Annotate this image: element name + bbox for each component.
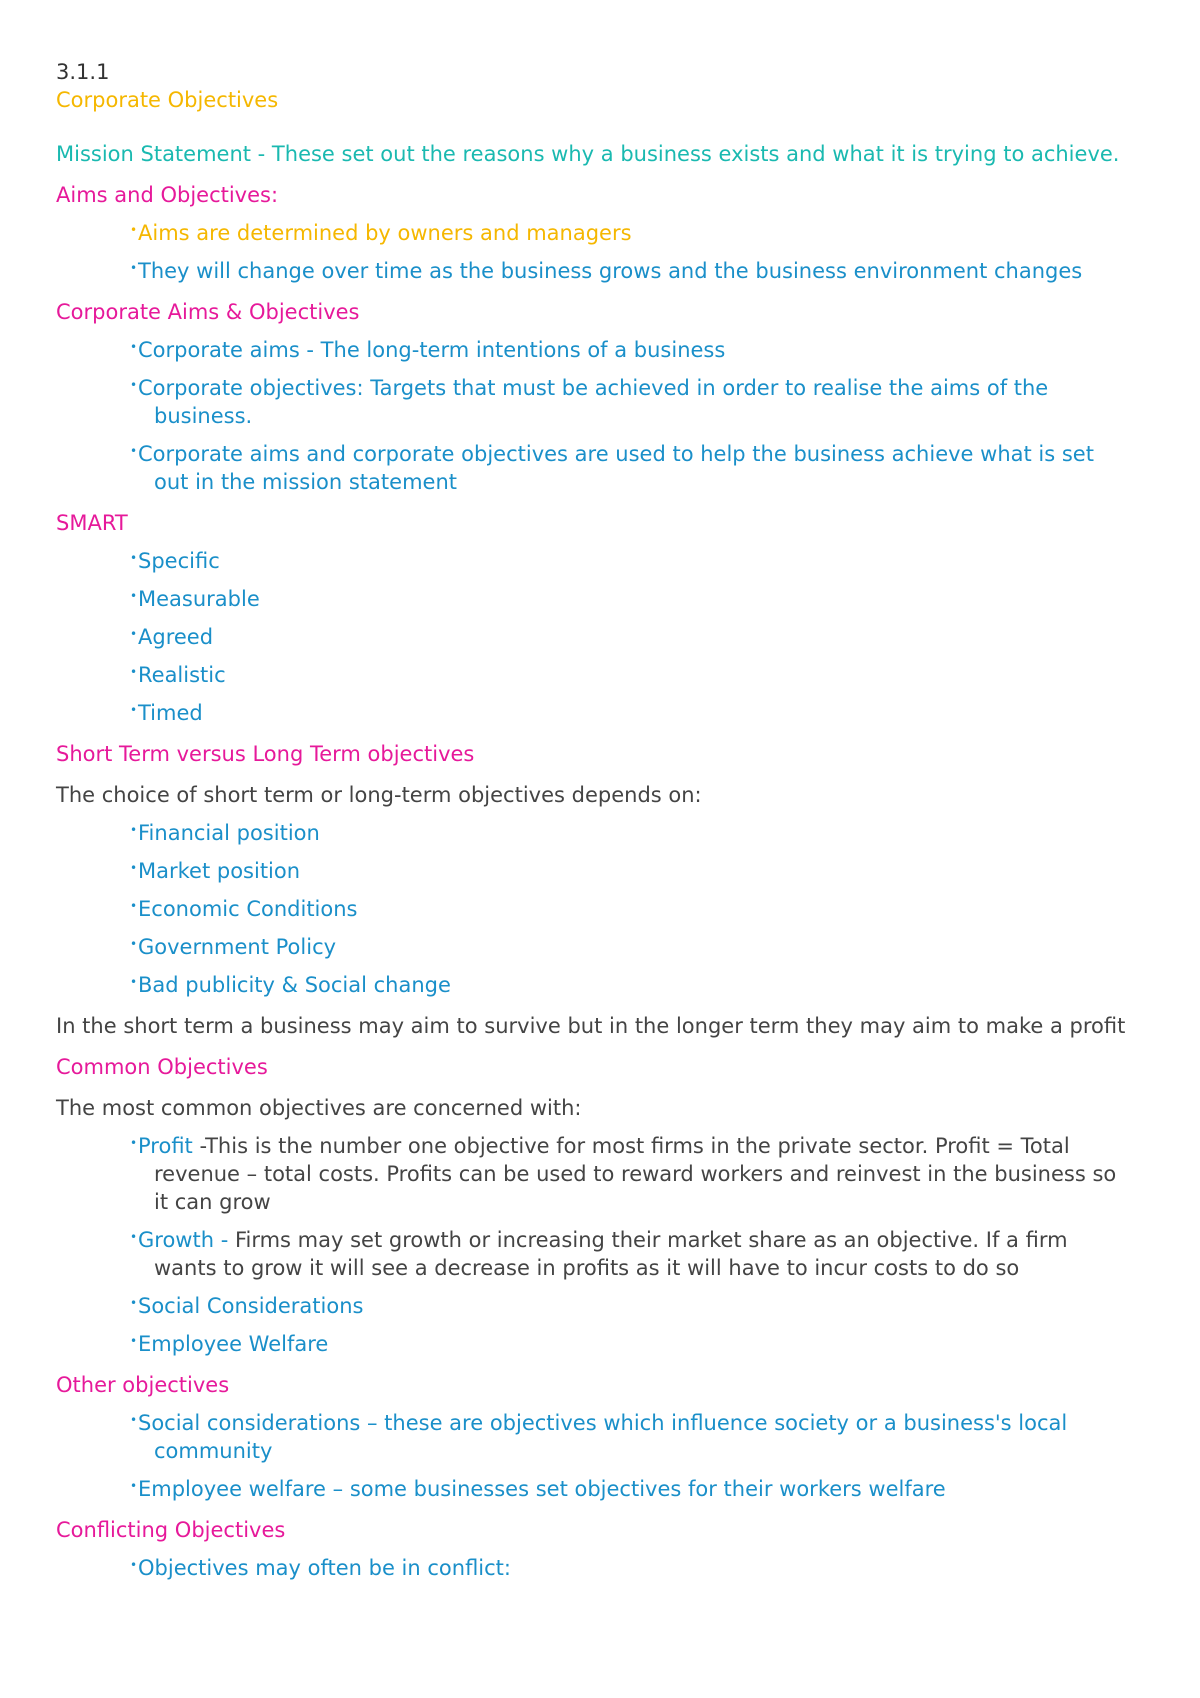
list-item: •Specific — [130, 549, 220, 573]
profit-text: -This is the number one objective for most firms in the private sector. Profit = Total revenue – total costs. Profits can be used to reward workers and reinvest in the business so it can grow — [154, 1134, 1117, 1214]
mission-statement: Mission Statement - These set out the reasons why a business exists and what it is trying to achieve. — [56, 142, 1120, 166]
common-list — [56, 1132, 1156, 1358]
bullet-icon: • — [130, 899, 138, 913]
conflicting-list — [56, 1554, 1156, 1582]
list-item: •Measurable — [130, 587, 260, 611]
list-item: •They will change over time as the business grows and the business environment changes — [130, 259, 1083, 283]
bullet-icon: • — [130, 1230, 138, 1244]
profit-label: Profit — [138, 1134, 193, 1158]
list-item: •Economic Conditions — [130, 897, 358, 921]
smart-list — [56, 547, 1156, 727]
list-item: •Social considerations – these are objectives which influence society or a business's local community — [130, 1411, 1068, 1463]
corporate-list — [56, 336, 1156, 496]
bullet-icon: • — [130, 627, 138, 641]
list-item: •Aims are determined by owners and managers — [130, 221, 632, 245]
other-list — [56, 1409, 1156, 1503]
bullet-icon: • — [130, 1558, 138, 1572]
list-item: •Agreed — [130, 625, 214, 649]
list-item — [56, 1132, 1126, 1216]
term-intro: The choice of short term or long-term objectives depends on: — [56, 783, 702, 807]
list-item: •Social Considerations — [130, 1294, 364, 1318]
bullet-icon: • — [130, 665, 138, 679]
bullet-icon: • — [130, 1334, 138, 1348]
list-item: •Realistic — [130, 663, 226, 687]
bullet-icon: • — [130, 261, 138, 275]
heading-aims-objectives: Aims and Objectives: — [56, 183, 279, 207]
common-intro: The most common objectives are concerned with: — [56, 1096, 582, 1120]
heading-common-objectives: Common Objectives — [56, 1055, 268, 1079]
term-list — [56, 819, 1156, 999]
heading-short-long-term: Short Term versus Long Term objectives — [56, 742, 475, 766]
document-title: Corporate Objectives — [56, 88, 279, 112]
list-item: •Timed — [130, 701, 203, 725]
heading-smart: SMART — [56, 511, 128, 535]
list-item: •Market position — [130, 859, 301, 883]
document-page — [56, 58, 1156, 1582]
list-item: •Financial position — [130, 821, 320, 845]
bullet-icon: • — [130, 1413, 138, 1427]
term-outro: In the short term a business may aim to survive but in the longer term they may aim to make a profit — [56, 1014, 1126, 1038]
heading-conflicting-objectives: Conflicting Objectives — [56, 1518, 286, 1542]
bullet-icon: • — [130, 1479, 138, 1493]
bullet-icon: • — [130, 223, 138, 237]
bullet-icon: • — [130, 378, 138, 392]
bullet-icon: • — [130, 551, 138, 565]
bullet-icon: • — [130, 1136, 138, 1150]
bullet-icon: • — [130, 444, 138, 458]
growth-text: Firms may set growth or increasing their market share as an objective. If a firm wants to grow it will see a decrease in profits as it will have to incur costs to do so — [154, 1228, 1068, 1280]
list-item — [56, 1226, 1126, 1282]
heading-corporate-aims: Corporate Aims & Objectives — [56, 300, 360, 324]
heading-other-objectives: Other objectives — [56, 1373, 230, 1397]
aims-list — [56, 219, 1156, 285]
bullet-icon: • — [130, 861, 138, 875]
list-item: •Corporate aims - The long-term intentions of a business — [130, 338, 726, 362]
bullet-icon: • — [130, 975, 138, 989]
bullet-icon: • — [130, 589, 138, 603]
growth-label: Growth - — [138, 1228, 229, 1252]
list-item: •Objectives may often be in conflict: — [130, 1556, 511, 1580]
bullet-icon: • — [130, 823, 138, 837]
bullet-icon: • — [130, 703, 138, 717]
list-item: •Bad publicity & Social change — [130, 973, 451, 997]
document-number: 3.1.1 — [56, 60, 110, 84]
bullet-icon: • — [130, 1296, 138, 1310]
list-item: •Corporate objectives: Targets that must be achieved in order to realise the aims of the business. — [130, 376, 1049, 428]
list-item: •Government Policy — [130, 935, 337, 959]
list-item: •Employee Welfare — [130, 1332, 329, 1356]
bullet-icon: • — [130, 937, 138, 951]
list-item: •Corporate aims and corporate objectives are used to help the business achieve what is set out in the mission statement — [130, 442, 1094, 494]
list-item: •Employee welfare – some businesses set objectives for their workers welfare — [130, 1477, 946, 1501]
bullet-icon: • — [130, 340, 138, 354]
